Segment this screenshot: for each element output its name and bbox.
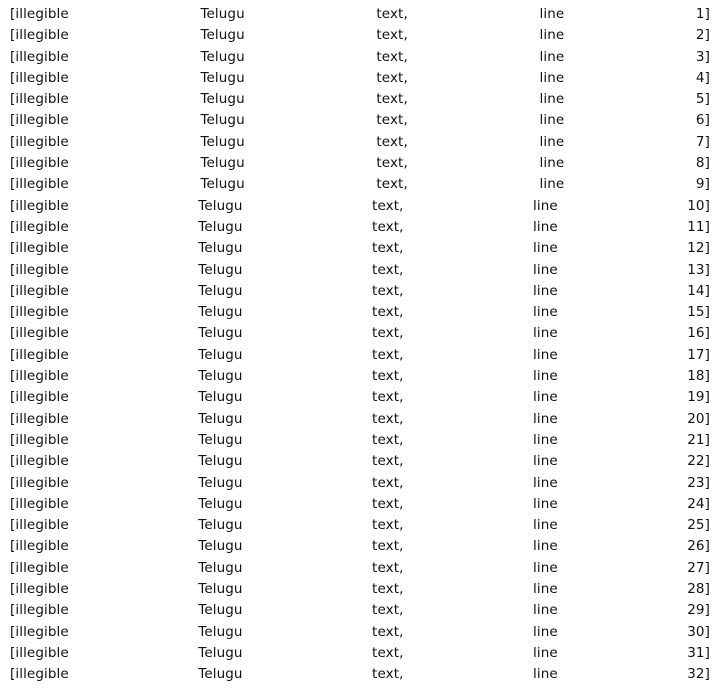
text-line: [illegible Telugu text, line 8] xyxy=(10,155,710,172)
text-line: [illegible Telugu text, line 7] xyxy=(10,133,710,150)
text-line: [illegible Telugu text, line 6] xyxy=(10,112,710,129)
text-line: [illegible Telugu text, line 18] xyxy=(10,368,710,385)
text-line: [illegible Telugu text, line 21] xyxy=(10,431,710,448)
text-line: [illegible Telugu text, line 29] xyxy=(10,602,710,619)
text-line: [illegible Telugu text, line 32] xyxy=(10,666,710,683)
text-line: [illegible Telugu text, line 3] xyxy=(10,48,710,65)
text-line: [illegible Telugu text, line 16] xyxy=(10,325,710,342)
text-line: [illegible Telugu text, line 5] xyxy=(10,91,710,108)
text-line: [illegible Telugu text, line 26] xyxy=(10,538,710,555)
body-text xyxy=(10,4,710,686)
text-line: [illegible Telugu text, line 31] xyxy=(10,644,710,661)
text-line: [illegible Telugu text, line 13] xyxy=(10,261,710,278)
text-line: [illegible Telugu text, line 22] xyxy=(10,453,710,470)
text-line: [illegible Telugu text, line 28] xyxy=(10,581,710,598)
text-line: [illegible Telugu text, line 17] xyxy=(10,346,710,363)
text-line: [illegible Telugu text, line 25] xyxy=(10,517,710,534)
text-line: [illegible Telugu text, line 23] xyxy=(10,474,710,491)
text-line: [illegible Telugu text, line 12] xyxy=(10,240,710,257)
text-line: [illegible Telugu text, line 9] xyxy=(10,176,710,193)
text-line: [illegible Telugu text, line 1] xyxy=(10,6,710,22)
text-line: [illegible Telugu text, line 27] xyxy=(10,559,710,576)
text-line: [illegible Telugu text, line 10] xyxy=(10,197,710,214)
text-line: [illegible Telugu text, line 19] xyxy=(10,389,710,406)
text-line: [illegible Telugu text, line 4] xyxy=(10,69,710,86)
text-line: [illegible Telugu text, line 2] xyxy=(10,27,710,44)
text-line: [illegible Telugu text, line 11] xyxy=(10,218,710,235)
text-line: [illegible Telugu text, line 15] xyxy=(10,304,710,321)
text-line: [illegible Telugu text, line 14] xyxy=(10,282,710,299)
text-line: [illegible Telugu text, line 20] xyxy=(10,410,710,427)
text-line: [illegible Telugu text, line 30] xyxy=(10,623,710,640)
text-line: [illegible Telugu text, line 24] xyxy=(10,495,710,512)
